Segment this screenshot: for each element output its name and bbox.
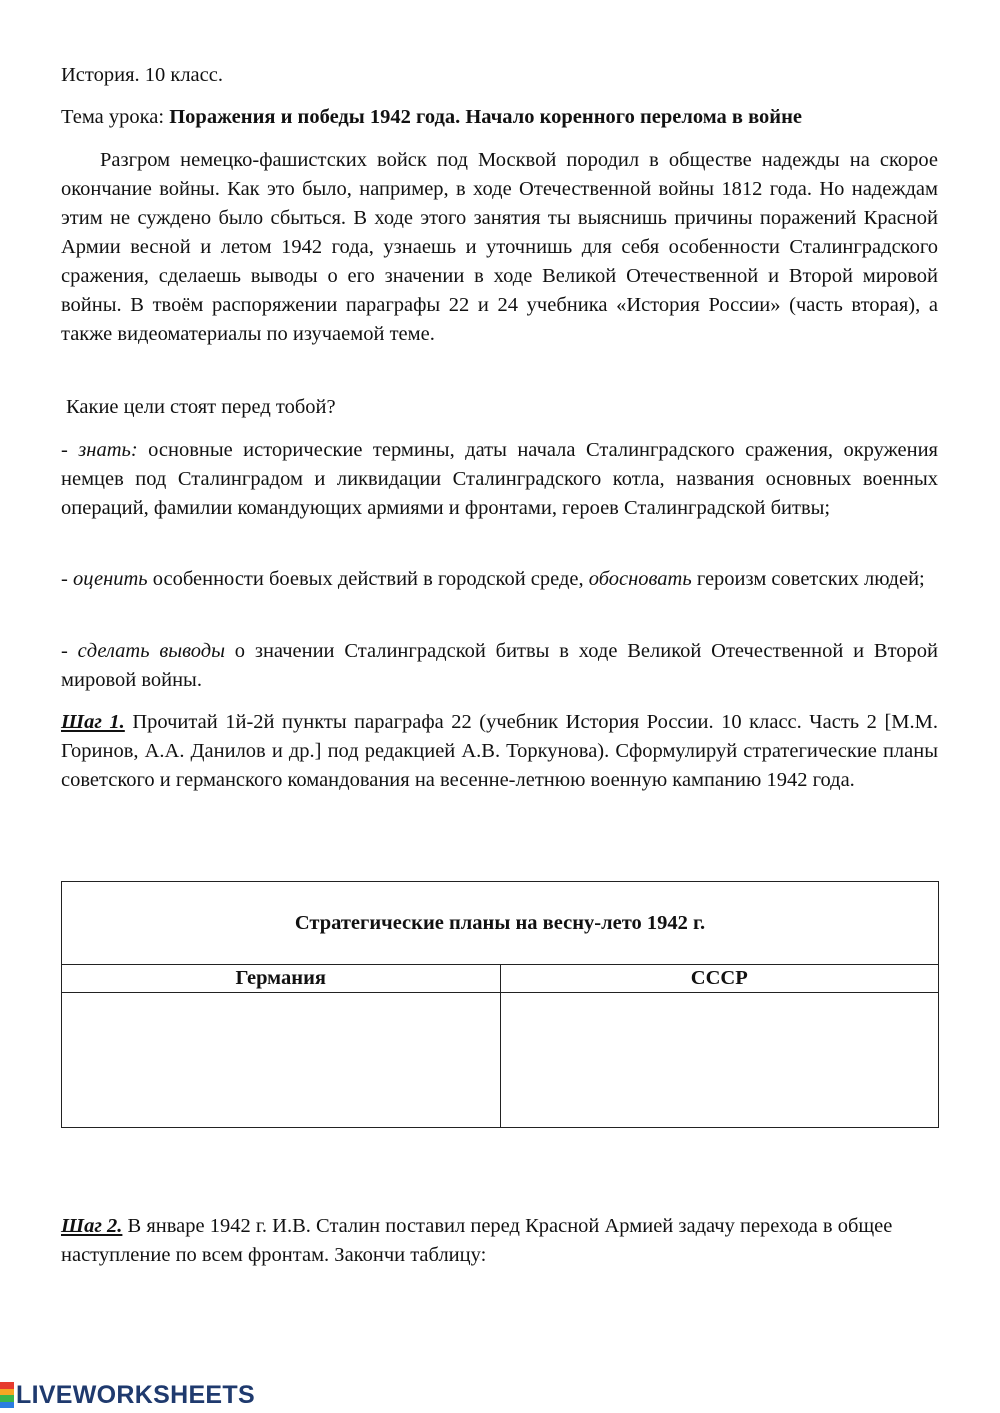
goal-know-text: основные исторические термины, даты начала Сталинградского сражения, окружения немцев под Сталинградом и ликвидации Сталинградского котла, названия основных военных операций, фамилии командующих армиями и фронтами, героев Сталинградской битвы;	[61, 439, 938, 519]
lesson-topic	[61, 103, 802, 132]
step-1-label: Шаг 1.	[61, 711, 125, 733]
goal-know-keyword: знать:	[78, 439, 138, 461]
goal-justify-keyword: обосновать	[588, 568, 692, 590]
goal-dash: -	[61, 568, 73, 590]
step-2	[61, 1212, 938, 1270]
goal-dash: -	[61, 439, 79, 461]
strategic-plans-table	[61, 881, 939, 1128]
subject-line: История. 10 класс.	[61, 64, 223, 86]
goal-conclude-keyword: сделать выводы	[77, 640, 225, 662]
column-germany: Германия	[62, 965, 501, 993]
goals-question	[61, 393, 336, 422]
column-ussr: СССР	[500, 965, 939, 993]
liveworksheets-logo	[0, 1380, 255, 1410]
ussr-answer-cell[interactable]	[500, 993, 939, 1128]
step-1	[61, 708, 938, 795]
step-1-text: Прочитай 1й-2й пункты параграфа 22 (учебник История России. 10 класс. Часть 2 [М.М. Горинов, А.А. Данилов и др.] под редакцией А.В. Торкунова). Сформулируй стратегические планы советского и германского командования на весенне-летнюю военную кампанию 1942 года.	[61, 711, 938, 791]
logo-text: LIVEWORKSHEETS	[16, 1380, 255, 1409]
topic-title: Поражения и победы 1942 года. Начало коренного перелома в войне	[169, 106, 803, 128]
germany-answer-cell[interactable]	[62, 993, 501, 1128]
goal-evaluate-keyword: оценить	[72, 568, 148, 590]
goal-conclude-text: о значении Сталинградской битвы в ходе Великой Отечественной и Второй мировой войны.	[61, 640, 938, 691]
goal-conclude	[61, 637, 938, 695]
topic-label: Тема урока:	[61, 106, 170, 128]
intro-paragraph	[61, 146, 938, 349]
step-2-text: В январе 1942 г. И.В. Сталин поставил перед Красной Армией задачу перехода в общее наступление по всем фронтам. Закончи таблицу:	[61, 1215, 893, 1266]
goals-question-text: Какие цели стоят перед тобой?	[66, 396, 336, 418]
goal-evaluate-text: особенности боевых действий в городской среде,	[147, 568, 589, 590]
goal-evaluate	[61, 565, 938, 594]
goal-know	[61, 436, 938, 523]
intro-text: Разгром немецко-фашистских войск под Москвой породил в обществе надежды на скорое окончание войны. Как это было, например, в ходе Отечественной войны 1812 года. Но надеждам этим не суждено было сбыться. В ходе этого занятия ты выяснишь причины поражений Красной Армии весной и летом 1942 года, узнаешь и уточнишь для себя особенности Сталинградского сражения, сделаешь выводы о его значении в ходе Великой Отечественной и Второй мировой войны. В твоём распоряжении параграфы 22 и 24 учебника «История России» (часть вторая), а также видеоматериалы по изучаемой теме.	[61, 149, 938, 345]
logo-mark-icon	[0, 1382, 14, 1408]
table-caption: Стратегические планы на весну-лето 1942 г.	[62, 882, 939, 965]
goal-dash: -	[61, 640, 78, 662]
goal-justify-text: героизм советских людей;	[691, 568, 925, 590]
step-2-label: Шаг 2.	[61, 1215, 123, 1237]
